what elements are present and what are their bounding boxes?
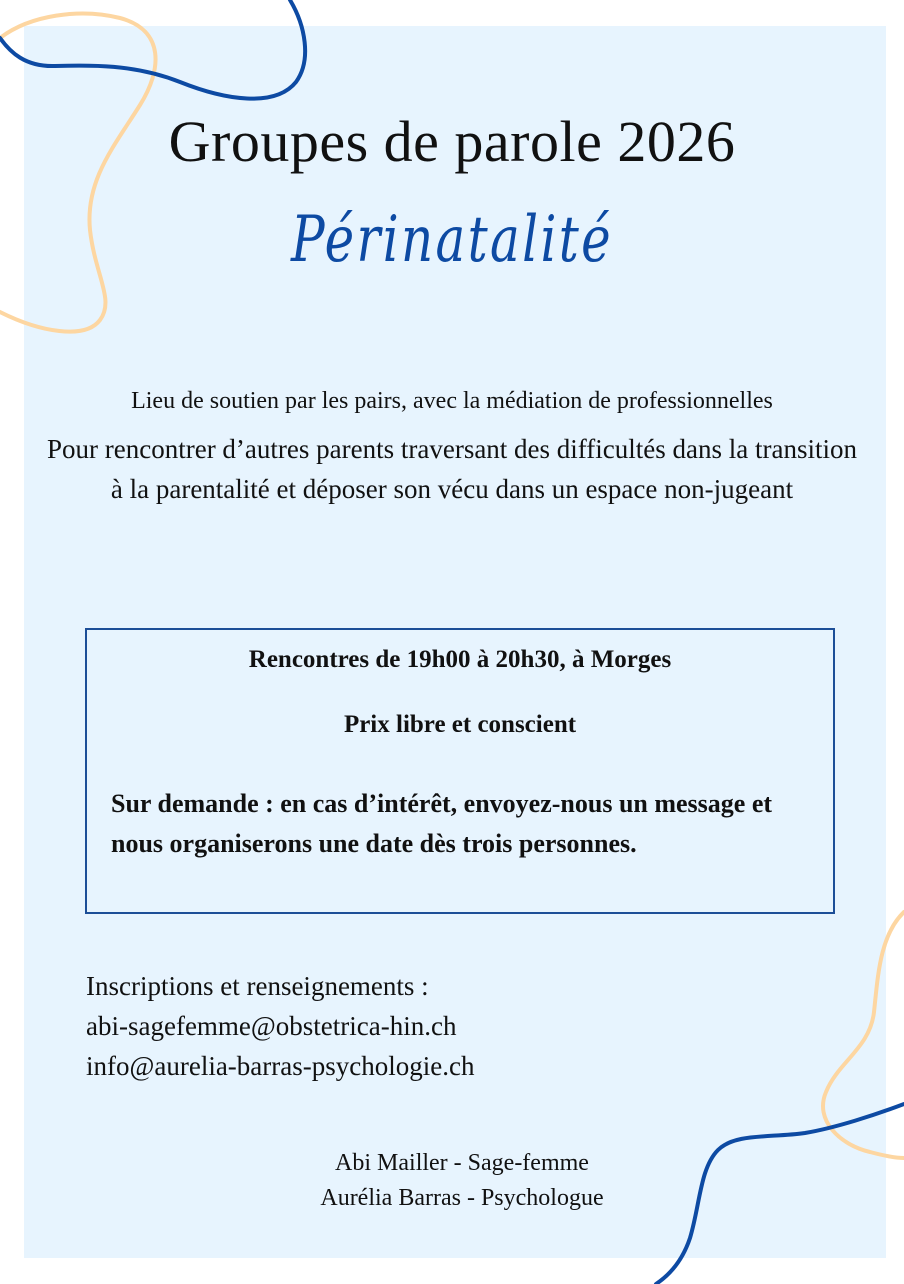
signature-sagefemme: Abi Mailler - Sage-femme <box>335 1150 589 1176</box>
info-box <box>85 628 835 914</box>
intro-section <box>40 383 864 509</box>
on-request-text: Sur demande : en cas d’intérêt, envoyez-nous un message et nous organiserons une date dès trois personnes. <box>111 789 773 858</box>
schedule-text: Rencontres de 19h00 à 20h30, à Morges <box>248 646 672 673</box>
price-text: Prix libre et conscient <box>343 711 577 738</box>
contact-heading: Inscriptions et renseignements : <box>86 971 429 1001</box>
signatures <box>0 1146 904 1216</box>
email-link-psychologie[interactable]: info@aurelia-barras-psychologie.ch <box>86 1051 475 1081</box>
intro-line-purpose: Pour rencontrer d’autres parents traversant des difficultés dans la transition à la parentalité et déposer son vécu dans un espace non-jugeant <box>47 434 857 504</box>
contact-section <box>86 966 474 1086</box>
intro-line-support: Lieu de soutien par les pairs, avec la médiation de professionnelles <box>131 388 773 414</box>
page-subtitle: Périnatalité <box>290 203 614 277</box>
email-link-sagefemme[interactable]: abi-sagefemme@obstetrica-hin.ch <box>86 1011 457 1041</box>
page-title: Groupes de parole 2026 <box>168 109 736 174</box>
signature-psychologue: Aurélia Barras - Psychologue <box>320 1185 604 1211</box>
